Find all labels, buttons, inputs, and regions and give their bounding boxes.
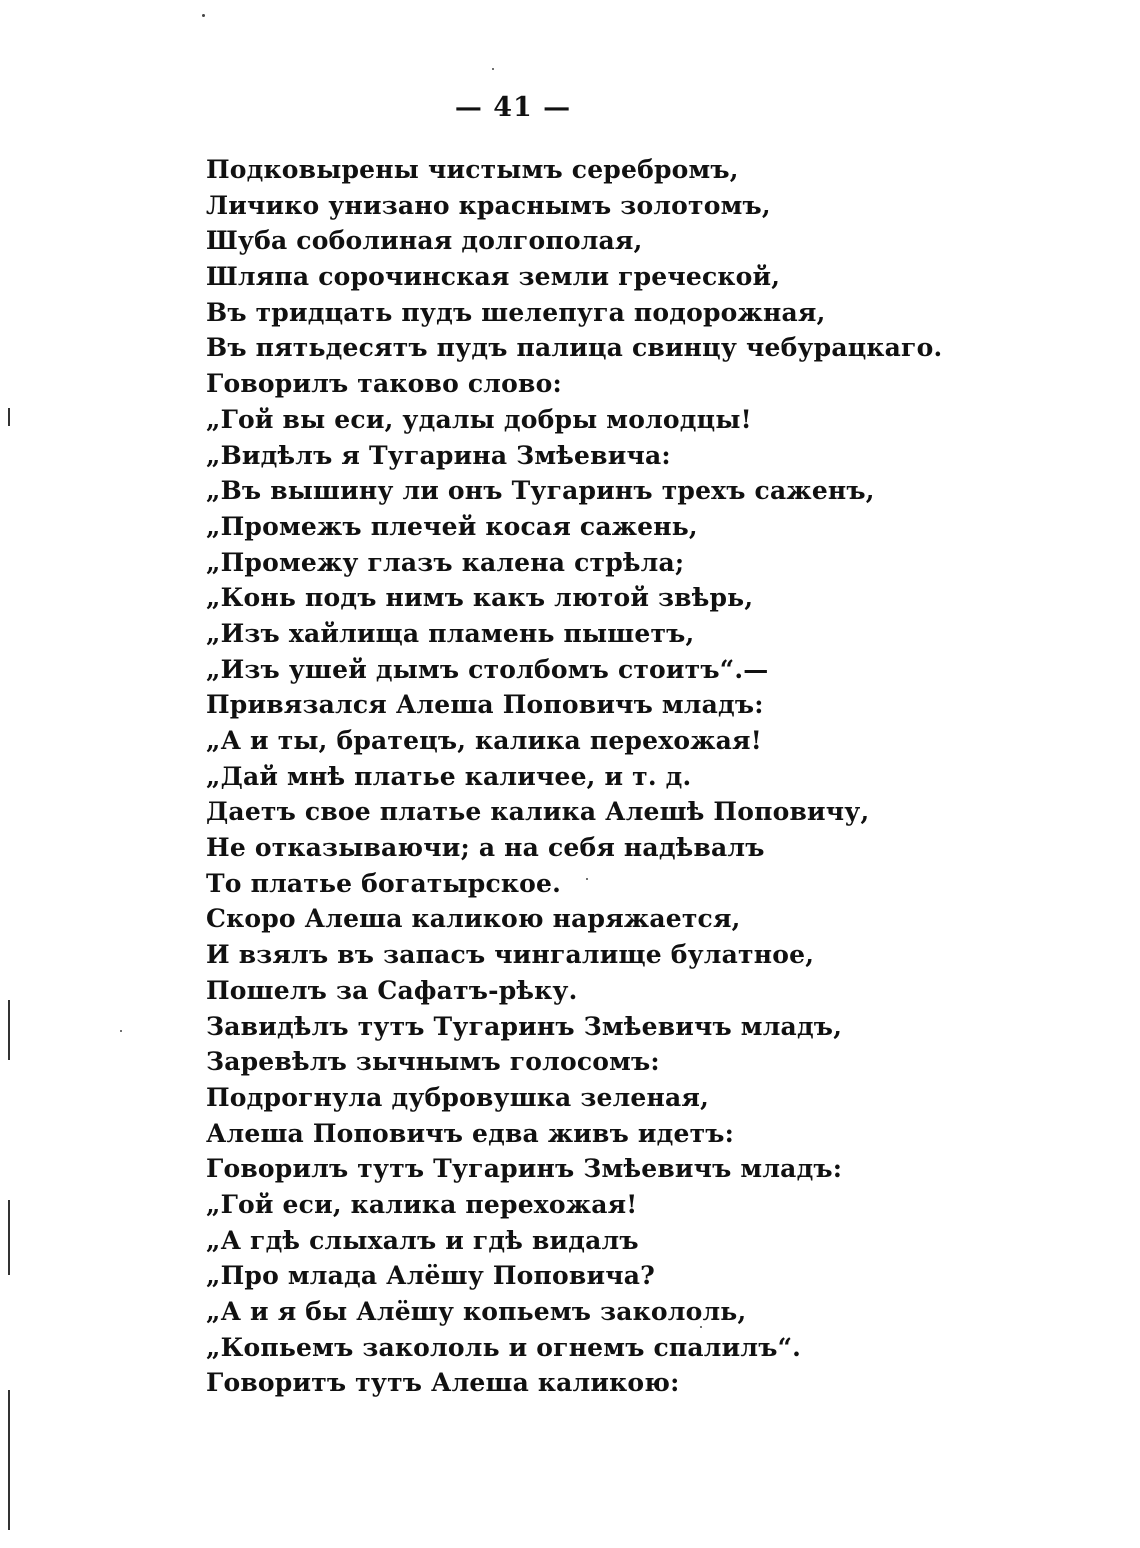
poem-line: Алеша Поповичъ едва живъ идетъ: [206,1118,735,1148]
poem-line: Въ пятьдесятъ пудъ палица свинцу чебурацкаго. [206,333,943,363]
poem-line: „Гой вы еси, удалы добры молодцы! [206,404,752,434]
poem-line: „Въ вышину ли онъ Тугаринъ трехъ саженъ, [206,476,875,506]
poem-line: Говорилъ таково слово: [206,369,562,399]
poem-line: „Изъ ушей дымъ столбомъ стоитъ“.— [206,654,769,684]
poem-line: Шляпа сорочинская земли греческой, [206,262,781,292]
poem-line: Личико унизано краснымъ золотомъ, [206,190,771,220]
poem-line: Привязался Алеша Поповичъ младъ: [206,690,764,720]
poem-line: „Изъ хайлища пламень пышетъ, [206,618,695,648]
scan-speck [492,68,494,70]
poem-line: „Промежъ плечей косая сажень, [206,511,698,541]
scan-margin-mark [8,408,10,426]
poem-line: Шуба соболиная долгополая, [206,226,643,256]
poem-line: И взялъ въ запасъ чингалище булатное, [206,940,815,970]
poem-line: Скоро Алеша каликою наряжается, [206,904,741,934]
poem-line: Даетъ свое платье калика Алешѣ Поповичу, [206,797,870,827]
page-number: — 41 — [454,92,572,123]
poem-line: „А гдѣ слыхалъ и гдѣ видалъ [206,1225,639,1255]
scan-margin-mark [8,1390,10,1530]
scan-speck [120,1030,122,1032]
poem-line: „А и ты, братецъ, калика перехожая! [206,726,762,755]
scan-speck [700,1326,702,1328]
poem-line: „А и я бы Алёшу копьемъ закололь, [206,1297,747,1326]
poem-line: Говорилъ тутъ Тугаринъ Змѣевичъ младъ: [206,1154,843,1184]
poem-line: Подковырены чистымъ серебромъ, [206,155,739,184]
poem-line: Подрогнула дубровушка зеленая, [206,1082,710,1112]
poem-line: Завидѣлъ тутъ Тугаринъ Змѣевичъ младъ, [206,1011,843,1041]
poem-line: Въ тридцать пудъ шелепуга подорожная, [206,297,826,327]
poem-line: „Конь подъ нимъ какъ лютой звѣрь, [206,583,754,613]
poem-line: То платье богатырское. [206,868,562,898]
poem-line: „Копьемъ закололь и огнемъ спалилъ“. [206,1332,802,1362]
scan-margin-mark [8,1200,10,1275]
scan-speck [202,14,205,17]
scan-margin-mark [8,1000,10,1060]
poem-line: „Дай мнѣ платье каличее, и т. д. [206,761,692,791]
poem-line: „Промежу глазъ калена стрѣла; [206,547,685,577]
poem-line: Пошелъ за Сафатъ-рѣку. [206,975,578,1005]
poem-line: „Про млада Алёшу Поповича? [206,1261,655,1291]
poem-line: Не отказываючи; а на себя надѣвалъ [206,833,765,863]
poem-line: Заревѣлъ зычнымъ голосомъ: [206,1047,660,1077]
poem-line: „Гой еси, калика перехожая! [206,1189,638,1219]
poem-line: Говоритъ тутъ Алеша каликою: [206,1368,680,1398]
poem-text [206,152,942,1401]
poem-line: „Видѣлъ я Тугарина Змѣевича: [206,440,671,470]
scan-speck [586,878,588,880]
